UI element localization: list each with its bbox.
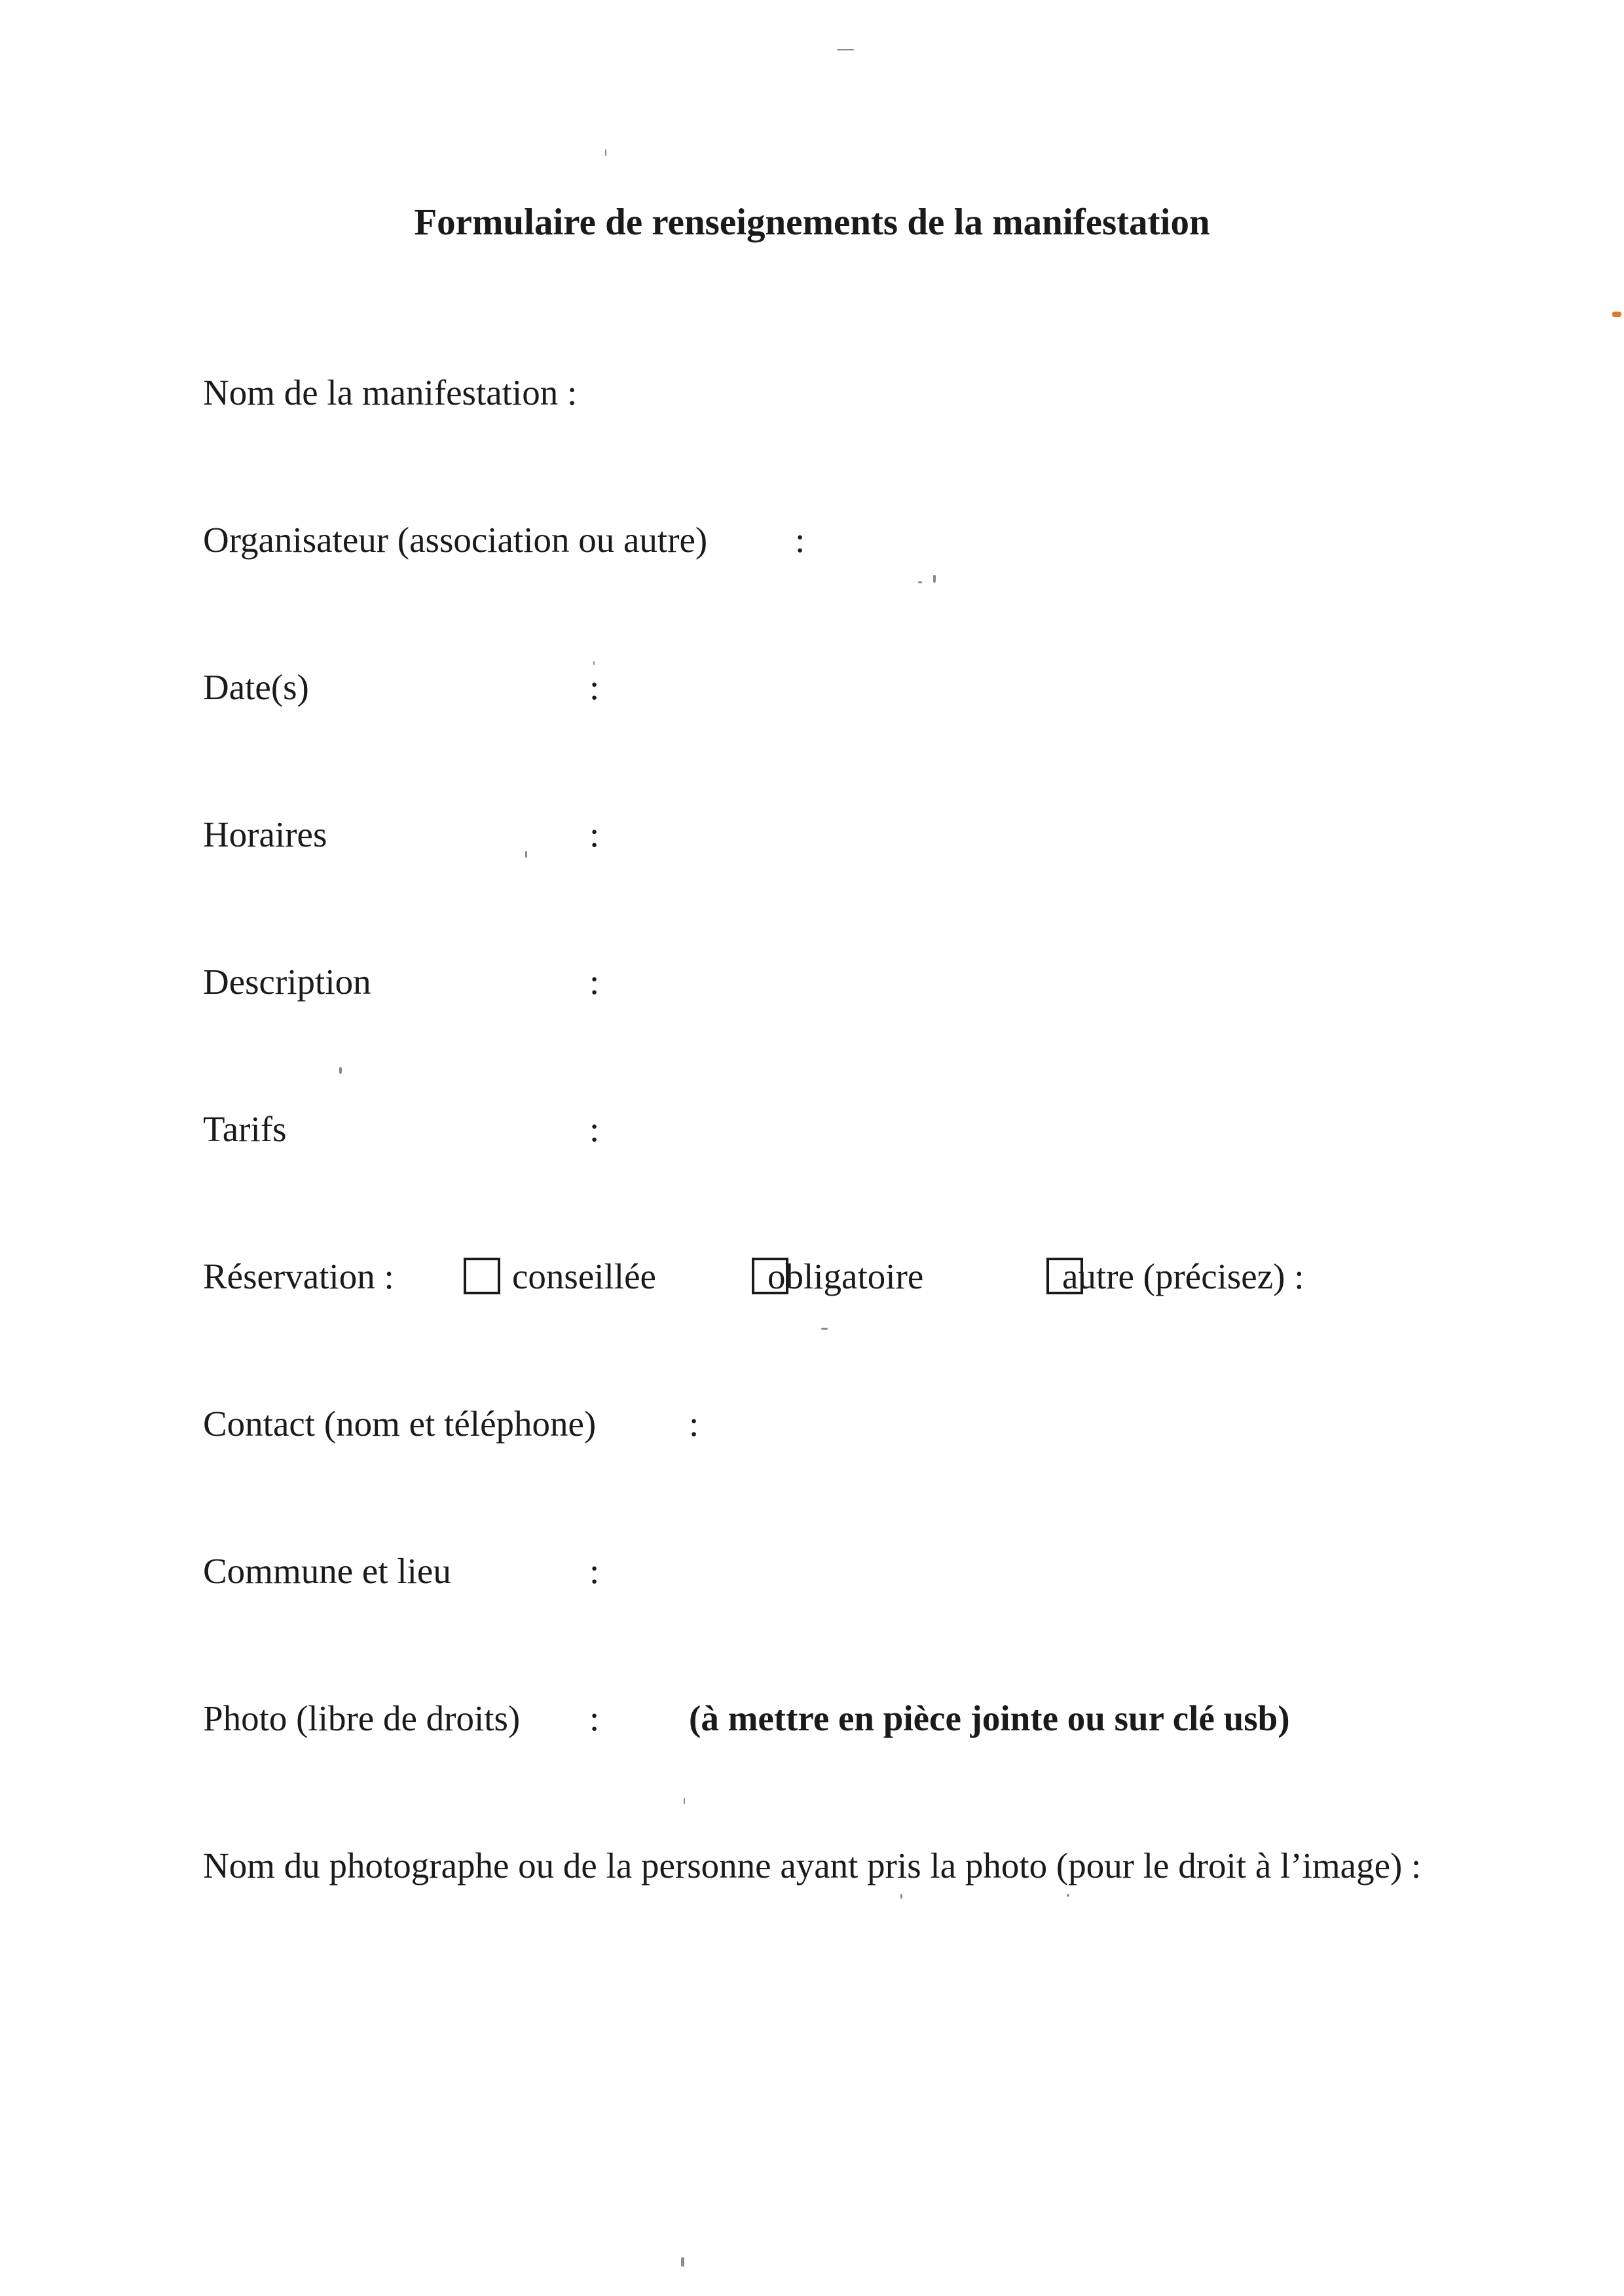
field-colon-contact: :	[689, 1404, 699, 1444]
field-label-photo: Photo (libre de droits)	[203, 1698, 521, 1738]
photo-note: (à mettre en pièce jointe ou sur clé usb)	[689, 1698, 1290, 1738]
field-label-description: Description	[203, 962, 371, 1002]
checkbox-obligatoire[interactable]	[752, 1258, 788, 1294]
option-label-conseillee: conseillée	[512, 1256, 656, 1296]
checkbox-autre[interactable]	[1046, 1258, 1083, 1294]
scan-speck	[593, 661, 595, 665]
form-title: Formulaire de renseignements de la manifestation	[414, 202, 1210, 243]
field-label-reservation: Réservation :	[203, 1256, 394, 1296]
field-colon-tarifs: :	[589, 1109, 600, 1149]
scan-speck	[837, 49, 854, 50]
field-label-dates: Date(s)	[203, 667, 309, 707]
scan-speck	[339, 1067, 342, 1074]
field-label-horaires: Horaires	[203, 814, 327, 854]
field-label-nom: Nom de la manifestation :	[203, 373, 578, 412]
option-label-autre: autre (précisez) :	[1062, 1256, 1304, 1296]
scan-orange-mark	[1612, 312, 1621, 317]
field-colon-commune: :	[589, 1551, 600, 1591]
field-colon-description: :	[589, 962, 600, 1002]
field-label-photographe: Nom du photographe ou de la personne ayant pris la photo (pour le droit à l’image) :	[203, 1846, 1422, 1886]
scan-speck	[821, 1328, 828, 1330]
scan-speck	[525, 851, 527, 858]
scan-speck	[933, 575, 936, 583]
field-colon-photo: :	[589, 1698, 600, 1738]
scan-speck	[605, 149, 606, 156]
field-label-organisateur: Organisateur (association ou autre)	[203, 520, 708, 560]
checkbox-conseillee[interactable]	[464, 1258, 500, 1294]
field-colon-dates: :	[589, 667, 600, 707]
field-colon-organisateur: :	[795, 520, 805, 560]
scan-speck	[1067, 1894, 1069, 1897]
scan-speck	[684, 1798, 685, 1804]
field-label-commune: Commune et lieu	[203, 1551, 451, 1591]
field-colon-horaires: :	[589, 814, 600, 854]
field-label-contact: Contact (nom et téléphone)	[203, 1404, 597, 1444]
scan-speck	[900, 1894, 902, 1899]
field-label-tarifs: Tarifs	[203, 1109, 287, 1149]
scan-speck	[681, 2257, 684, 2267]
scan-speck	[918, 581, 922, 583]
option-label-obligatoire: obligatoire	[767, 1256, 924, 1296]
